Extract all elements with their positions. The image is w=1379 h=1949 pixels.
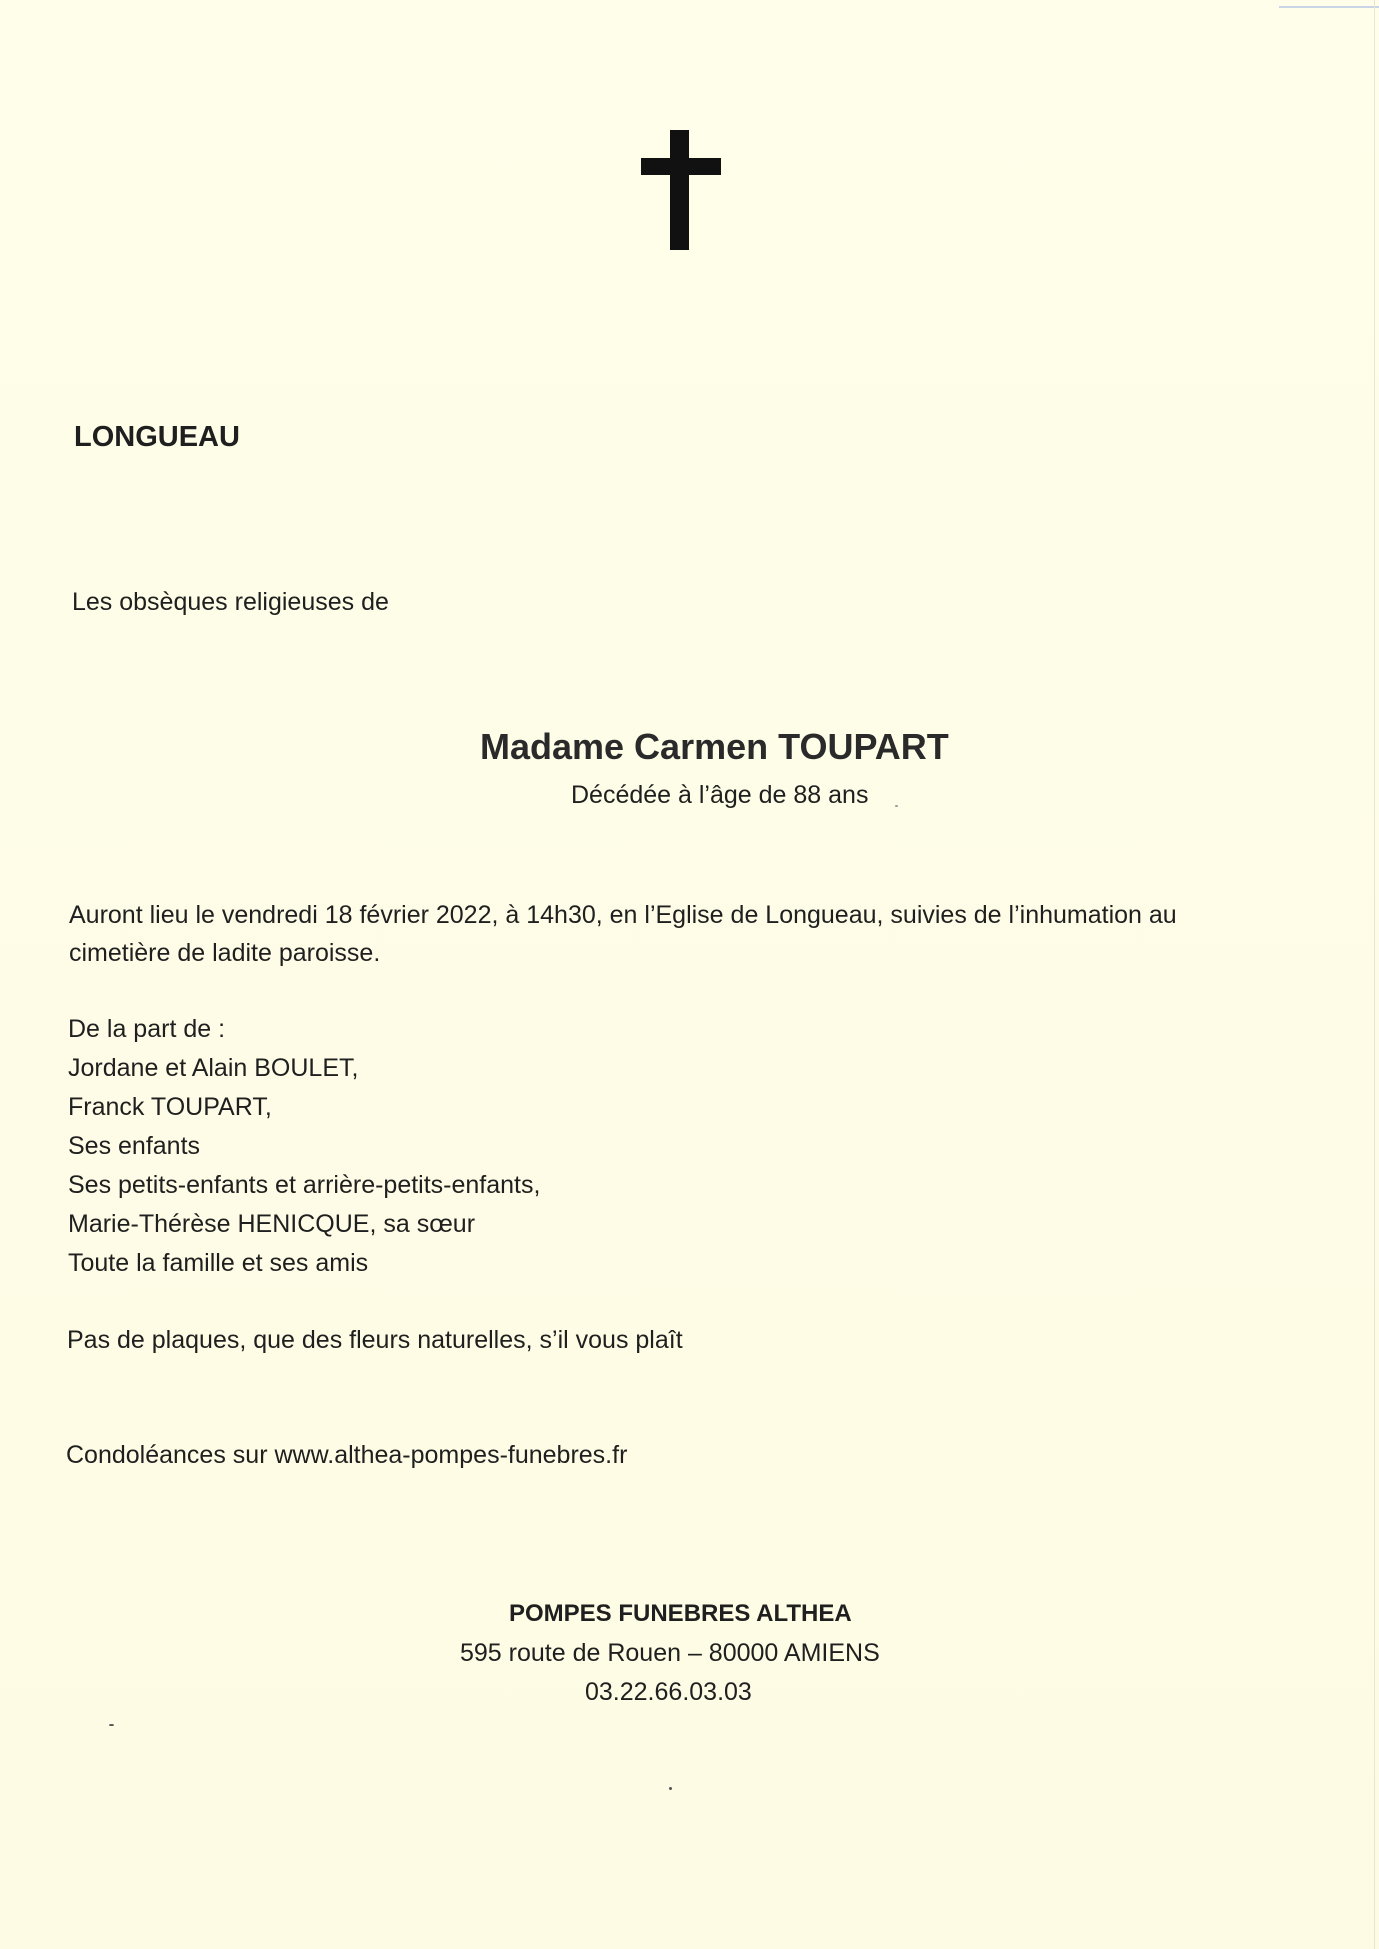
condolences-line: Condoléances sur www.althea-pompes-funebres.fr [66, 1441, 628, 1469]
family-line: Franck TOUPART, [68, 1093, 272, 1121]
scan-speck [669, 1787, 672, 1790]
company-phone: 03.22.66.03.03 [585, 1678, 752, 1706]
from-label: De la part de : [68, 1015, 226, 1043]
family-line: Ses petits-enfants et arrière-petits-enfants, [68, 1171, 541, 1199]
cross-icon [641, 130, 721, 250]
family-line: Ses enfants [68, 1132, 201, 1160]
deceased-name: Madame Carmen TOUPART [480, 726, 949, 767]
family-line: Jordane et Alain BOULET, [68, 1054, 359, 1082]
age-line: Décédée à l’âge de 88 ans [571, 781, 869, 809]
page-edge [1374, 0, 1375, 1949]
family-line: Toute la famille et ses amis [68, 1249, 369, 1277]
flowers-note: Pas de plaques, que des fleurs naturelles, s’il vous plaît [67, 1326, 683, 1354]
scan-mark [1279, 6, 1379, 8]
family-line: Marie-Thérèse HENICQUE, sa sœur [68, 1210, 476, 1238]
family-list [68, 1010, 540, 1283]
company-name: POMPES FUNEBRES ALTHEA [509, 1600, 852, 1627]
intro-text: Les obsèques religieuses de [72, 588, 389, 616]
scan-speck [895, 805, 898, 807]
scan-speck [109, 1724, 114, 1726]
town-heading: LONGUEAU [74, 421, 240, 453]
company-address: 595 route de Rouen – 80000 AMIENS [460, 1639, 880, 1667]
ceremony-paragraph: Auront lieu le vendredi 18 février 2022, à 14h30, en l’Eglise de Longueau, suivies de l’inhumation au cimetière de ladite paroisse. [69, 901, 1177, 967]
